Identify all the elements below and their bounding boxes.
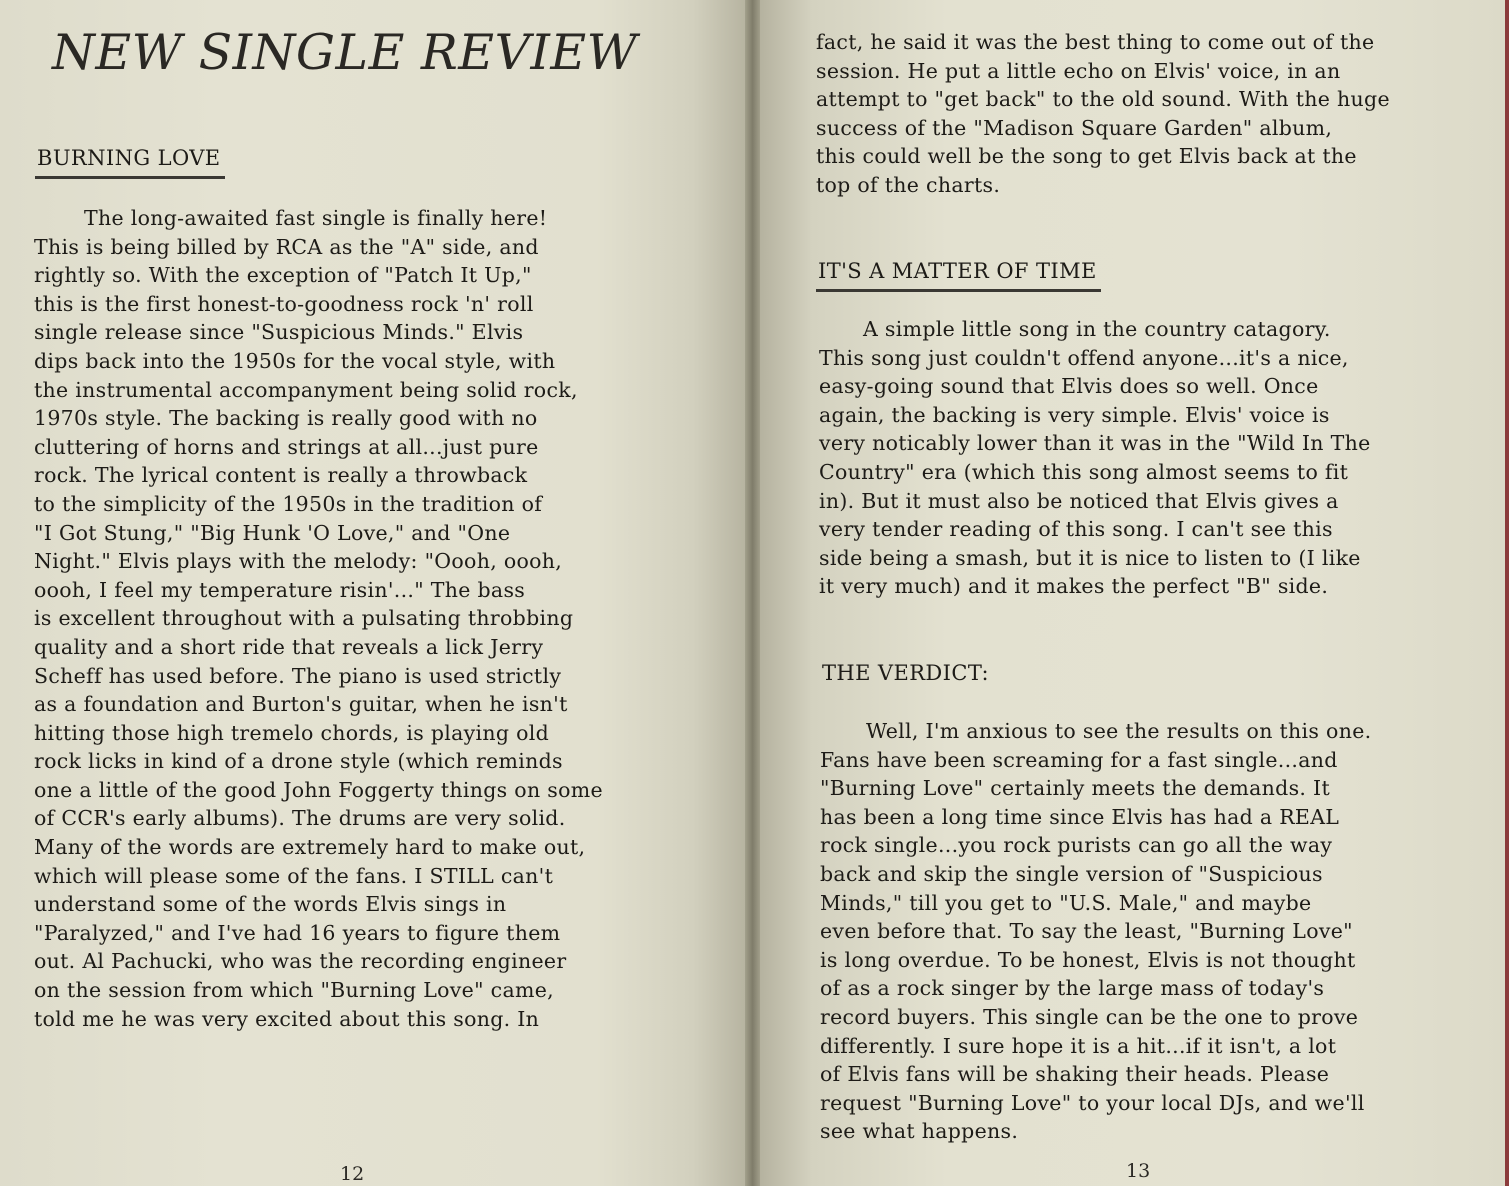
body-line: rock licks in kind of a drone style (which reminds [34,749,563,774]
body-line: Minds," till you get to "U.S. Male," and maybe [820,890,1312,915]
body-line: 1970s style. The backing is really good with no [34,406,538,431]
body-line: it very much) and it makes the perfect "B" side. [819,574,1329,599]
body-line: on the session from which "Burning Love" came, [34,978,554,1003]
body-line: differently. I sure hope it is a hit...if it isn't, a lot [820,1033,1337,1058]
body-line: in). But it must also be noticed that Elvis gives a [819,488,1339,513]
body-line: single release since "Suspicious Minds." Elvis [34,320,524,345]
body-line: Fans have been screaming for a fast single...and [820,747,1338,772]
body-line: again, the backing is very simple. Elvis' voice is [819,402,1330,427]
verdict-heading: THE VERDICT: [822,661,989,685]
body-line: record buyers. This single can be the one to prove [820,1004,1359,1029]
continued-line: this could well be the song to get Elvis back at the [816,144,1357,169]
body-line: very tender reading of this song. I can't see this [819,517,1333,542]
continued-line: top of the charts. [816,172,1001,197]
body-line: This is being billed by RCA as the "A" side, and [34,234,539,259]
body-line: side being a smash, but it is nice to listen to (I like [819,545,1361,570]
body-line: the instrumental accompanyment being solid rock, [34,377,578,402]
body-line: Many of the words are extremely hard to make out, [34,835,586,860]
burning-love-review-body [34,204,603,1033]
body-line: "I Got Stung," "Big Hunk 'O Love," and "One [34,520,511,545]
continued-line: fact, he said it was the best thing to come out of the [816,30,1375,54]
body-line: The long-awaited fast single is finally here! [84,206,548,230]
body-line: A simple little song in the country catagory. [863,317,1331,341]
continued-line: session. He put a little echo on Elvis' voice, in an [816,58,1341,83]
body-line: dips back into the 1950s for the vocal style, with [34,348,556,373]
body-line: see what happens. [820,1119,1019,1144]
page-number-right: 13 [1126,1160,1151,1182]
body-line: one a little of the good John Foggerty things on some [34,777,603,802]
body-line: this is the first honest-to-goodness rock 'n' roll [34,291,534,316]
body-line: This song just couldn't offend anyone...it's a nice, [819,345,1349,370]
body-line: hitting those high tremelo chords, is playing old [34,720,550,745]
body-line: "Paralyzed," and I've had 16 years to figure them [34,920,561,945]
verdict-body [820,717,1371,1146]
body-line: told me he was very excited about this song. In [34,1006,540,1031]
book-gutter [745,0,760,1186]
body-line: even before that. To say the least, "Burning Love" [820,919,1353,944]
body-line: is excellent throughout with a pulsating throbbing [34,606,574,631]
body-line: understand some of the words Elvis sings in [34,892,507,917]
right-page [760,0,1509,1186]
body-line: out. Al Pachucki, who was the recording engineer [34,949,567,974]
body-line: rock single...you rock purists can go all the way [820,833,1333,858]
body-line: back and skip the single version of "Suspicious [820,861,1323,886]
body-line: easy-going sound that Elvis does so well. Once [819,374,1319,399]
body-line: which will please some of the fans. I STILL can't [34,863,554,888]
body-line: has been a long time since Elvis has had a REAL [820,804,1340,829]
body-line: is long overdue. To be honest, Elvis is not thought [820,947,1356,972]
body-line: of Elvis fans will be shaking their heads. Please [820,1062,1330,1087]
body-line: Country" era (which this song almost seems to fit [819,459,1349,484]
body-line: Well, I'm anxious to see the results on this one. [866,719,1372,743]
body-line: request "Burning Love" to your local DJs, and we'll [820,1090,1365,1115]
continued-line: success of the "Madison Square Garden" album, [816,115,1333,140]
body-line: quality and a short ride that reveals a lick Jerry [34,634,544,659]
body-line: oooh, I feel my temperature risin'..." The bass [34,577,526,602]
body-line: Scheff has used before. The piano is used strictly [34,663,562,688]
burning-love-continued-body [816,28,1390,200]
body-line: cluttering of horns and strings at all...just pure [34,434,539,459]
body-line: rightly so. With the exception of "Patch It Up," [34,263,532,288]
body-line: Night." Elvis plays with the melody: "Oooh, oooh, [34,549,563,574]
body-line: rock. The lyrical content is really a throwback [34,463,528,488]
burning-love-heading-text: BURNING LOVE [37,146,221,170]
heading-underline [35,176,225,179]
matter-of-time-heading [818,259,1097,283]
review-title: NEW SINGLE REVIEW [52,24,638,81]
body-line: "Burning Love" certainly meets the demands. It [820,776,1330,801]
body-line: of CCR's early albums). The drums are very solid. [34,806,566,831]
cover-edge [1505,0,1509,1186]
continued-line: attempt to "get back" to the old sound. With the huge [816,87,1390,112]
body-line: of as a rock singer by the large mass of today's [820,976,1325,1001]
burning-love-heading [37,146,221,170]
body-line: as a foundation and Burton's guitar, when he isn't [34,692,568,717]
body-line: to the simplicity of the 1950s in the tradition of [34,491,543,516]
matter-of-time-heading-text: IT'S A MATTER OF TIME [818,259,1097,283]
matter-of-time-review-body [819,315,1371,601]
left-page [0,0,745,1186]
heading-underline [816,289,1101,292]
body-line: very noticably lower than it was in the "Wild In The [819,431,1371,456]
page-number-left: 12 [340,1163,365,1185]
